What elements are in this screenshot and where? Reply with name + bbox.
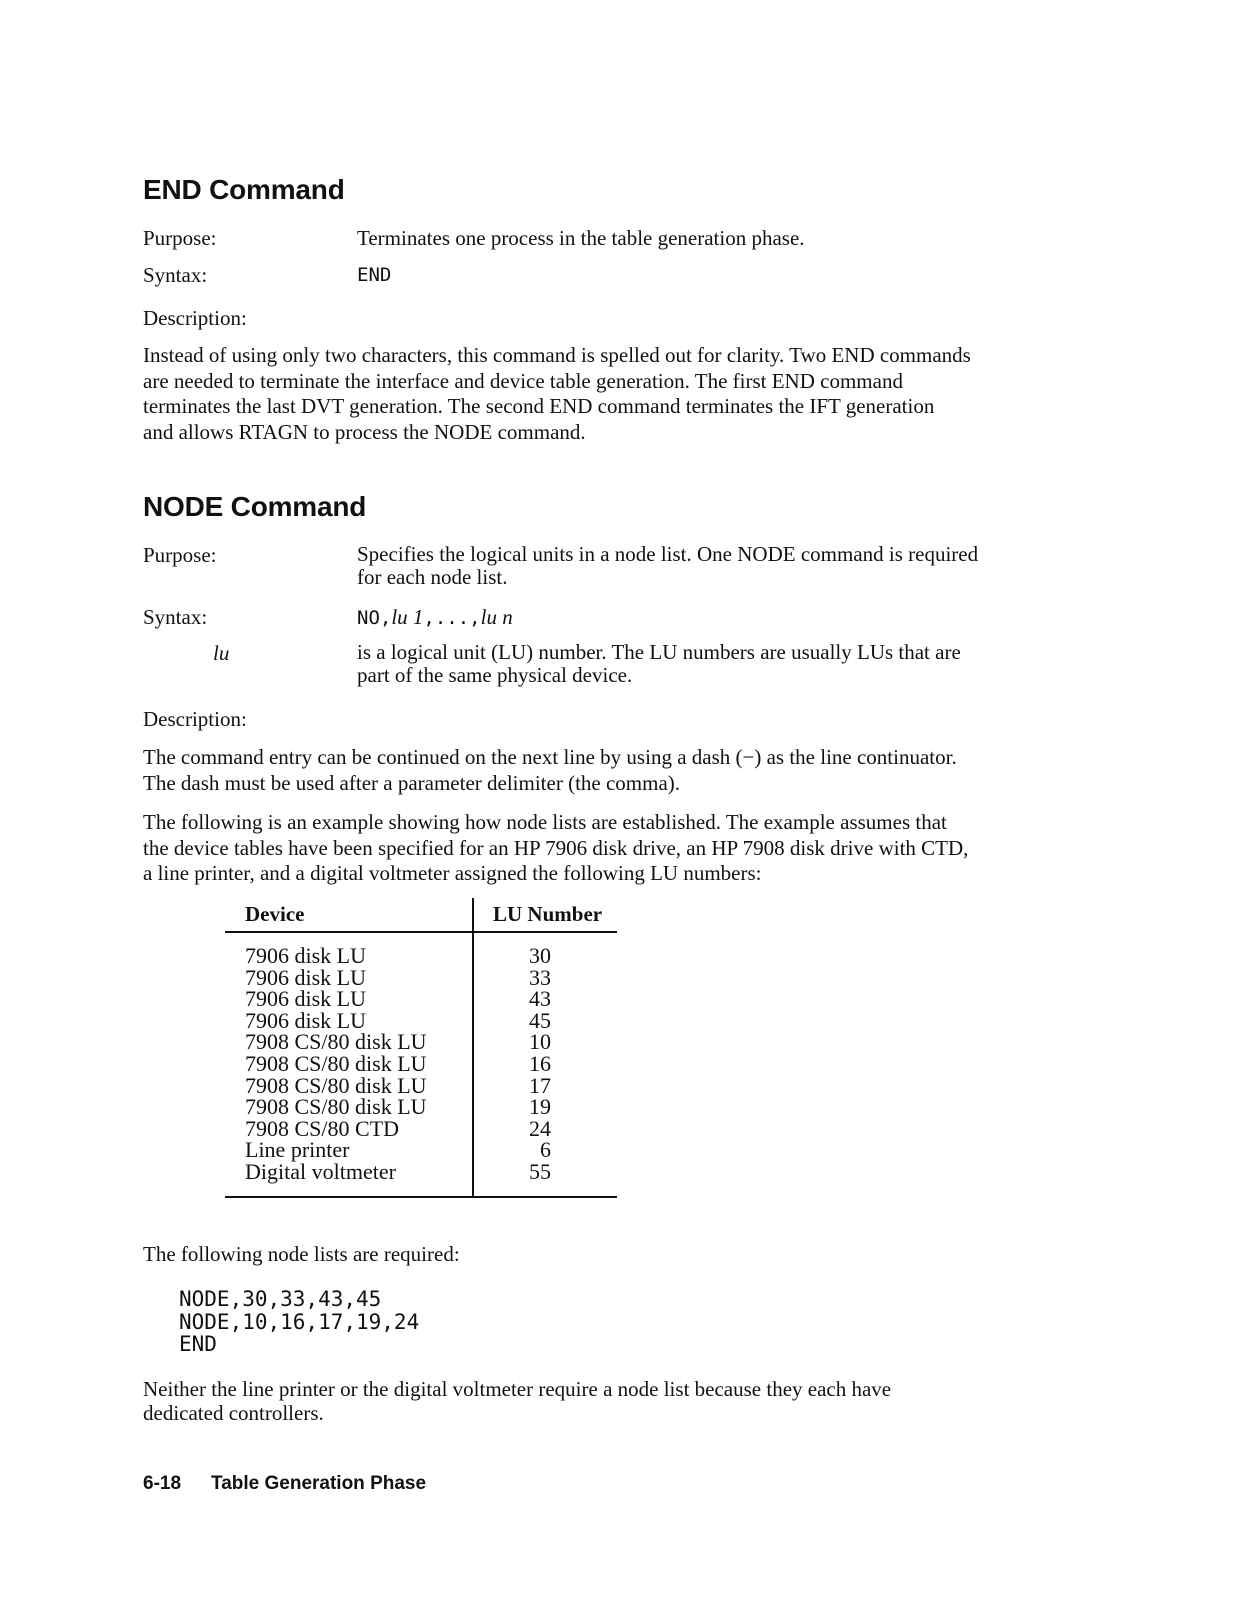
end-purpose-text: Terminates one process in the table generation phase. xyxy=(357,226,805,250)
table-cell-lu: 43 xyxy=(529,986,551,1012)
table-cell-device: 7908 CS/80 disk LU xyxy=(245,1094,427,1120)
page-footer xyxy=(143,1473,426,1495)
node-purpose-label: Purpose: xyxy=(143,543,217,567)
node-command-heading: NODE Command xyxy=(143,491,367,522)
table-cell-lu: 30 xyxy=(529,943,551,968)
syntax-prefix: NO, xyxy=(357,607,392,629)
table-cell-lu: 55 xyxy=(529,1158,551,1184)
node-description-paragraph-1 xyxy=(143,745,1078,796)
table-cell-device: 7908 CS/80 disk LU xyxy=(245,1029,427,1055)
node-purpose-text xyxy=(357,543,1073,588)
node-description-label: Description: xyxy=(143,707,247,731)
node-param-line: part of the same physical device. xyxy=(357,662,633,687)
end-description-line: Instead of using only two characters, this command is spelled out for clarity. Two END commands xyxy=(143,343,971,367)
table-cell-device: 7908 CS/80 CTD xyxy=(245,1115,400,1141)
table-header-rule xyxy=(225,931,617,933)
syntax-param-last: lu n xyxy=(480,605,513,629)
table-column-divider xyxy=(472,898,474,1198)
table-cell-lu: 45 xyxy=(529,1007,551,1033)
node-syntax-text xyxy=(357,605,1073,630)
table-cell-lu: 10 xyxy=(529,1029,551,1055)
node-syntax-label: Syntax: xyxy=(143,605,208,629)
end-description-line: terminates the last DVT generation. The second END command terminates the IFT generation xyxy=(143,394,935,418)
node-list-code-example xyxy=(179,1288,419,1356)
node-description-line: The command entry can be continued on the next line by using a dash (−) as the line continuator. xyxy=(143,745,957,769)
table-cell-lu: 33 xyxy=(529,964,551,990)
node-description-line: a line printer, and a digital voltmeter assigned the following LU numbers: xyxy=(143,861,762,885)
code-line: NODE,10,16,17,19,24 xyxy=(179,1309,420,1334)
table-cell-device: Line printer xyxy=(245,1137,350,1163)
chapter-title: Table Generation Phase xyxy=(211,1473,427,1494)
table-cell-device: Digital voltmeter xyxy=(245,1158,396,1184)
document-page xyxy=(143,0,1073,1600)
code-line: NODE,30,33,43,45 xyxy=(179,1287,382,1311)
end-purpose-label: Purpose: xyxy=(143,226,217,250)
end-description-line: are needed to terminate the interface and device table generation. The first END command xyxy=(143,368,903,393)
page-number: 6-18 xyxy=(143,1473,182,1494)
end-command-heading: END Command xyxy=(143,174,345,205)
table-cell-device: 7906 disk LU xyxy=(245,964,366,990)
syntax-param-first: lu 1 xyxy=(391,605,424,629)
table-cell-device: 7906 disk LU xyxy=(245,986,366,1012)
table-cell-device: 7908 CS/80 disk LU xyxy=(245,1050,427,1076)
end-description-line: and allows RTAGN to process the NODE command. xyxy=(143,419,586,444)
table-header-device: Device xyxy=(245,902,305,926)
end-syntax-label: Syntax: xyxy=(143,263,208,287)
node-lists-intro: The following node lists are required: xyxy=(143,1242,460,1266)
end-description-paragraph xyxy=(143,343,1078,445)
syntax-separator: ,..., xyxy=(423,607,481,629)
node-description-line: the device tables have been specified for an HP 7906 disk drive, an HP 7908 disk drive with CTD, xyxy=(143,835,969,860)
closing-line: dedicated controllers. xyxy=(143,1401,324,1425)
node-purpose-line: for each node list. xyxy=(357,564,508,589)
closing-paragraph xyxy=(143,1377,1078,1425)
table-cell-lu: 17 xyxy=(529,1072,551,1098)
device-lu-table xyxy=(225,898,617,1200)
table-lu-column xyxy=(505,945,551,1183)
node-param-label: lu xyxy=(213,641,230,665)
end-syntax-text: END xyxy=(357,264,392,286)
table-header-lu-number: LU Number xyxy=(493,902,603,926)
end-description-label: Description: xyxy=(143,306,247,330)
table-device-column xyxy=(245,945,427,1183)
table-cell-device: 7908 CS/80 disk LU xyxy=(245,1072,427,1098)
node-purpose-line: Specifies the logical units in a node list. One NODE command is required xyxy=(357,542,979,566)
code-line: END xyxy=(179,1332,217,1356)
table-cell-lu: 16 xyxy=(529,1050,551,1076)
table-bottom-rule xyxy=(225,1196,617,1198)
table-cell-lu: 24 xyxy=(529,1115,551,1141)
table-cell-device: 7906 disk LU xyxy=(245,1007,366,1033)
table-cell-lu: 6 xyxy=(540,1137,551,1163)
table-cell-lu: 19 xyxy=(529,1094,551,1120)
node-param-line: is a logical unit (LU) number. The LU numbers are usually LUs that are xyxy=(357,640,961,664)
node-description-line: The following is an example showing how node lists are established. The example assumes that xyxy=(143,810,947,834)
closing-line: Neither the line printer or the digital voltmeter require a node list because they each have xyxy=(143,1377,892,1401)
node-description-paragraph-2 xyxy=(143,810,1078,887)
node-description-line: The dash must be used after a parameter delimiter (the comma). xyxy=(143,770,681,795)
node-param-text xyxy=(357,641,1073,686)
table-cell-device: 7906 disk LU xyxy=(245,943,366,968)
